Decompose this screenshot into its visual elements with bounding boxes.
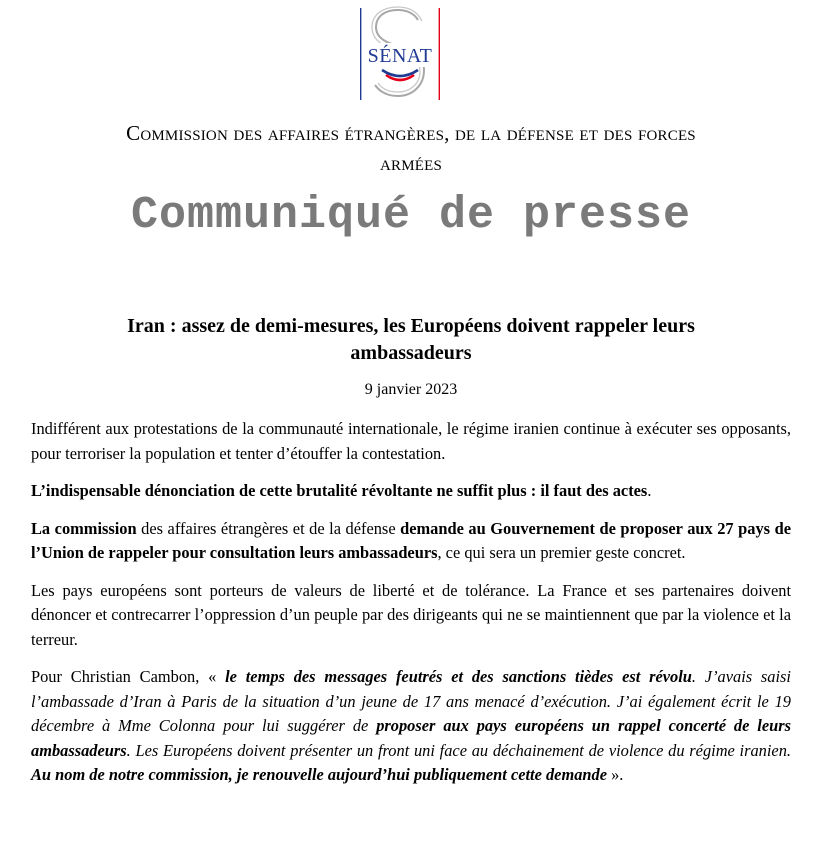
release-date: 9 janvier 2023 — [364, 381, 458, 398]
paragraph-3-bold-1: La commission — [31, 518, 137, 538]
paragraph-3-text-2: , ce qui sera un premier geste concret. — [437, 543, 686, 562]
body-text — [31, 417, 791, 800]
paragraph-5 — [31, 665, 791, 788]
commission-line-1: Commission des affaires étrangères, de la défense et des forces — [126, 121, 696, 145]
paragraph-1: Indifférent aux protestations de la communauté internationale, le régime iranien continue à exécuter ses opposants, pour terroriser la population et tenter d’étouffer la contestation. — [31, 419, 791, 463]
headline-line-2: ambassadeurs — [350, 342, 472, 364]
commission-name — [30, 118, 792, 178]
paragraph-3-bold-2: demande au Gouvernement de proposer aux 27 pays de l’Union de rappeler pour consultation leurs ambassadeurs — [31, 518, 791, 562]
senat-logo — [358, 6, 442, 102]
paragraph-3-text-1: des affaires étrangères et de la défense — [136, 518, 401, 538]
paragraph-5-italic-2: . Les Européens doivent présenter un front uni face au déchainement de violence du régime iranien. — [126, 740, 791, 760]
paragraph-5-italic-1: . J’avais saisi l’ambassade d’Iran à Paris de la situation d’un jeune de 17 ans menacé d’exécution. J’ai également écrit le 19 décembre à Mme Colonna pour lui suggérer de — [31, 667, 791, 735]
paragraph-4: Les pays européens sont porteurs de valeurs de liberté et de tolérance. La France et ses partenaires doivent dénoncer et contrecarrer l’oppression d’un peuple par des dirigeants qui ne se maintiennent que par la violence et la terreur. — [31, 580, 791, 649]
paragraph-5-bold-italic-3: Au nom de notre commission, je renouvelle aujourd’hui publiquement cette demande — [31, 765, 607, 784]
paragraph-5-bold-italic-1: le temps des messages feutrés et des sanctions tièdes est révolu — [225, 667, 692, 686]
headline — [50, 313, 772, 367]
commission-line-2: armées — [379, 151, 443, 175]
paragraph-2-bold: L’indispensable dénonciation de cette brutalité révoltante ne suffit plus : il faut des actes — [31, 481, 648, 500]
paragraph-2-tail: . — [647, 481, 652, 500]
paragraph-5-lead: Pour Christian Cambon, « — [31, 667, 226, 686]
press-release-title: Communiqué de presse — [130, 190, 692, 241]
paragraph-2 — [31, 479, 791, 504]
svg-text:SÉNAT: SÉNAT — [367, 45, 433, 67]
paragraph-5-bold-italic-2: proposer aux pays européens un rappel concerté de leurs ambassadeurs — [31, 716, 791, 760]
headline-line-1: Iran : assez de demi-mesures, les Européens doivent rappeler leurs — [127, 315, 695, 337]
paragraph-5-tail: ». — [606, 765, 624, 784]
paragraph-3 — [31, 517, 791, 566]
